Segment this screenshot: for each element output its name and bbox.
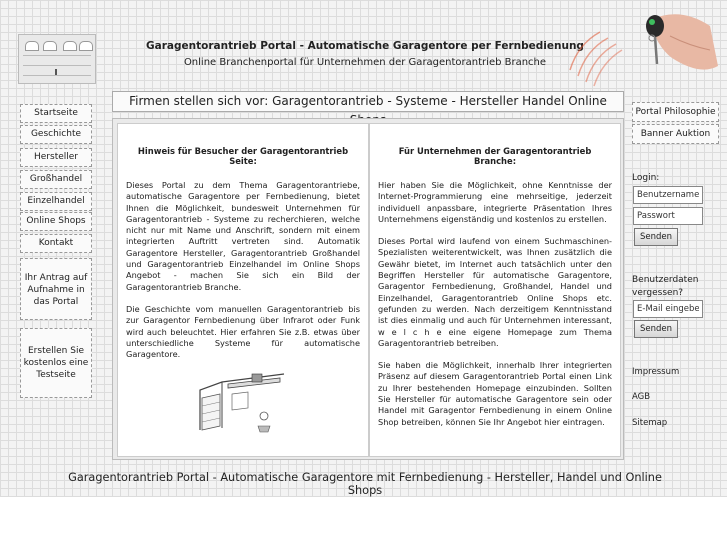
remote-control-hand-icon: [560, 6, 720, 90]
nav-testseite[interactable]: Erstellen Sie kostenlos eine Testseite: [20, 328, 92, 398]
garage-door-opener-illustration: [192, 368, 292, 438]
visitor-paragraph-1: Dieses Portal zu dem Thema Garagentorantriebe, automatische Garagentore per Fernbedienung, bietet Ihnen die Möglichkeit, bundesweit Unternehmen für Garagentorantrieb - Systeme zu recherchieren, welche nicht nur mit Name und Anschrift, sondern mit einem integrierten Auftritt vertreten sind. Automatik Garagentore Hersteller, Garagentorantrieb Großhandel und Garagentorantrieb Einzelhandel im Online Shops Angebot - machen Sie sich ein Bild der Garagentorantrieb Branche.: [126, 180, 360, 292]
login-label: Login:: [632, 173, 660, 183]
username-input[interactable]: [633, 186, 703, 204]
business-paragraph-2: Dieses Portal wird laufend von einem Suchmaschinen-Spezialisten weiterentwickelt, was Ihnen zusätzlich die Gewähr bietet, im Internet auch tatsächlich unter den Begriffen Hersteller für automatische Garagentore, Garagentor Fernbedienung, Großhandel, Handel und Einzelhandel, Garagentorantrieb Online Shops etc. gefunden zu werden. Nach derzeitigem Kenntnisstand ist dies einmalig und auch für Unternehmen interessant, w e l c h e eine eigene Homepage zum Thema Garagentorantrieb betreiben.: [378, 236, 612, 348]
garage-door-image: [18, 34, 96, 84]
business-heading: Für Unternehmen der Garagentorantrieb Branche:: [398, 146, 592, 166]
visitor-info-column: [117, 123, 369, 457]
sitemap-link[interactable]: Sitemap: [632, 418, 668, 428]
footer-text: Garagentorantrieb Portal - Automatische Garagentore mit Fernbedienung - Hersteller, Handel und Online Shops: [68, 471, 662, 497]
nav-online-shops[interactable]: Online Shops: [20, 212, 92, 231]
business-paragraph-3: Sie haben die Möglichkeit, innerhalb Ihrer integrierten Präsenz auf diesem Garagentorantrieb Portal einen Link zu Ihrer bestehenden Homepage einzubinden. Sollten Sie Hersteller für automatische Garagentore sein oder Handel mit Garagentor Fernbedienung in einem Online Shop betreiben, können Sie Ihr Angebot hier eintragen.: [378, 360, 612, 427]
nav-kontakt[interactable]: Kontakt: [20, 234, 92, 253]
visitor-paragraph-2: Die Geschichte vom manuellen Garagentorantrieb bis zur Garagentor Fernbedienung über Infrarot oder Funk wird auch beleuchtet. Hier erfahren Sie z.B. etwas über unterschiedliche Systeme für automatische Garagentore.: [126, 303, 360, 360]
password-input[interactable]: [633, 207, 703, 225]
email-send-button[interactable]: Senden: [634, 320, 678, 338]
nav-hersteller[interactable]: Hersteller: [20, 148, 92, 167]
impressum-link[interactable]: Impressum: [632, 367, 680, 377]
email-input[interactable]: [633, 300, 703, 318]
business-info-column: [369, 123, 621, 457]
banner-auktion-link[interactable]: Banner Auktion: [632, 124, 719, 144]
nav-antrag-aufnahme[interactable]: Ihr Antrag auf Aufnahme in das Portal: [20, 258, 92, 320]
business-paragraph-1: Hier haben Sie die Möglichkeit, ohne Kenntnisse der Internet-Programmierung eine mehrseitige, jederzeit individuell anpassbare, integrierte Präsentation Ihres Unternehmens eigenständig und kostenlos zu erstellen.: [378, 180, 612, 224]
main-content: [112, 118, 624, 460]
forgot-credentials-label: Benutzerdaten vergessen?: [632, 275, 699, 298]
page-bottom-area: [0, 497, 727, 545]
login-send-button[interactable]: Senden: [634, 228, 678, 246]
nav-startseite[interactable]: Startseite: [20, 104, 92, 123]
visitor-heading: Hinweis für Besucher der Garagentorantrieb Seite:: [137, 146, 349, 166]
agb-link[interactable]: AGB: [632, 392, 651, 402]
site-subtitle: Online Branchenportal für Unternehmen der Garagentorantrieb Branche: [183, 57, 547, 68]
nav-einzelhandel[interactable]: Einzelhandel: [20, 192, 92, 211]
site-title: Garagentorantrieb Portal - Automatische Garagentore per Fernbedienung: [146, 40, 584, 52]
company-banner: Firmen stellen sich vor: Garagentorantrieb - Systeme - Hersteller Handel Online: [112, 91, 624, 112]
nav-grosshandel[interactable]: Großhandel: [20, 170, 92, 189]
nav-geschichte[interactable]: Geschichte: [20, 125, 92, 144]
portal-philosophie-link[interactable]: Portal Philosophie: [632, 102, 719, 122]
